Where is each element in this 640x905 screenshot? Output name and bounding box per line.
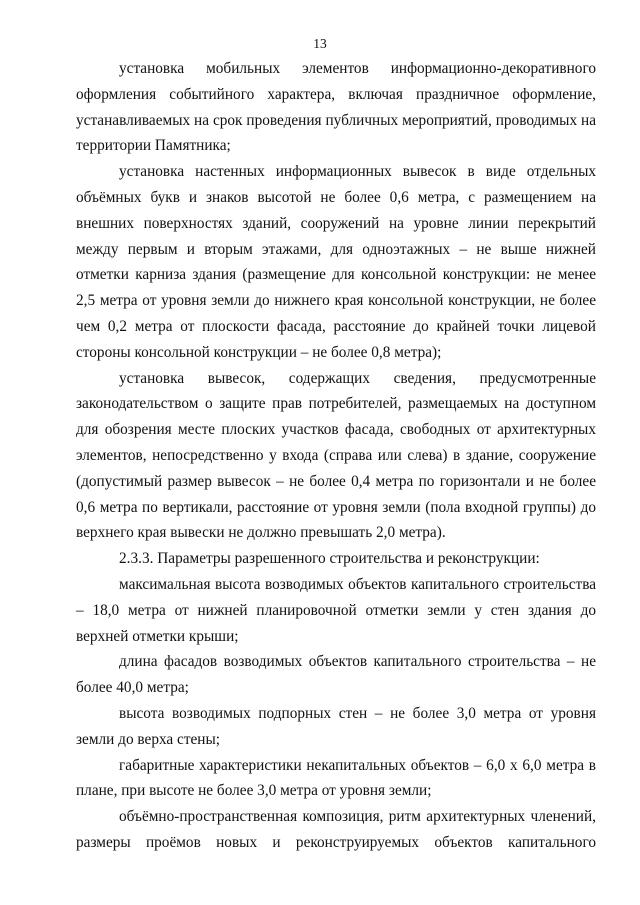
paragraph-consumer-signs: установка вывесок, содержащих сведения, предусмотренные законодательством о защите прав потребителей, размещаемых на доступном для обозрения месте плоских участков фасада, свободных от архитектурных элементов, непосредственно у входа (справа или слева) в здание, сооружение (допустимый размер вывесок – не более 0,4 метра по горизонтали и не более 0,6 метра по вертикали, расстояние от уровня земли (пола входной группы) до верхнего края вывески не должно превышать 2,0 метра). — [76, 369, 596, 542]
page-number: 13 — [313, 36, 327, 51]
paragraph-wall-signs: установка настенных информационных вывесок в виде отдельных объёмных букв и знаков высотой не более 0,6 метра, с размещением на внешних поверхностях зданий, сооружений на уровне линии перекрытий между первым и вторым этажами, для одноэтажных – не выше нижней отметки карниза здания (размещение для консольной конструкции: не менее 2,5 метра от уровня земли до нижнего края консольной конструкции, не более чем 0,2 метра от плоскости фасада, расстояние до крайней точки лицевой стороны консольной конструкции – не более 0,8 метра); — [76, 163, 596, 361]
paragraph-temporary-objects: габаритные характеристики некапитальных объектов – 6,0 х 6,0 метра в плане, при высоте не более 3,0 метра от уровня земли; — [76, 756, 596, 800]
section-heading-2-3-3: 2.3.3. Параметры разрешенного строительства и реконструкции: — [119, 550, 540, 568]
paragraph-mobile-decorations: установка мобильных элементов информационно-декоративного оформления событийного характера, включая праздничное оформление, устанавливаемых на срок проведения публичных мероприятий, проводимых на территории Памятника; — [76, 60, 596, 155]
paragraph-max-height: максимальная высота возводимых объектов капитального строительства – 18,0 метра от нижней планировочной отметки земли у стен здания до верхней отметки крыши; — [76, 575, 596, 645]
paragraph-facade-length: длина фасадов возводимых объектов капитального строительства – не более 40,0 метра; — [76, 653, 596, 697]
document-body — [76, 56, 596, 856]
paragraph-retaining-walls: высота возводимых подпорных стен – не более 3,0 метра от уровня земли до верха стены; — [76, 704, 596, 748]
paragraph-composition: объёмно-пространственная композиция, ритм архитектурных членений, размеры проёмов новых и реконструируемых объектов капитального — [76, 808, 596, 851]
